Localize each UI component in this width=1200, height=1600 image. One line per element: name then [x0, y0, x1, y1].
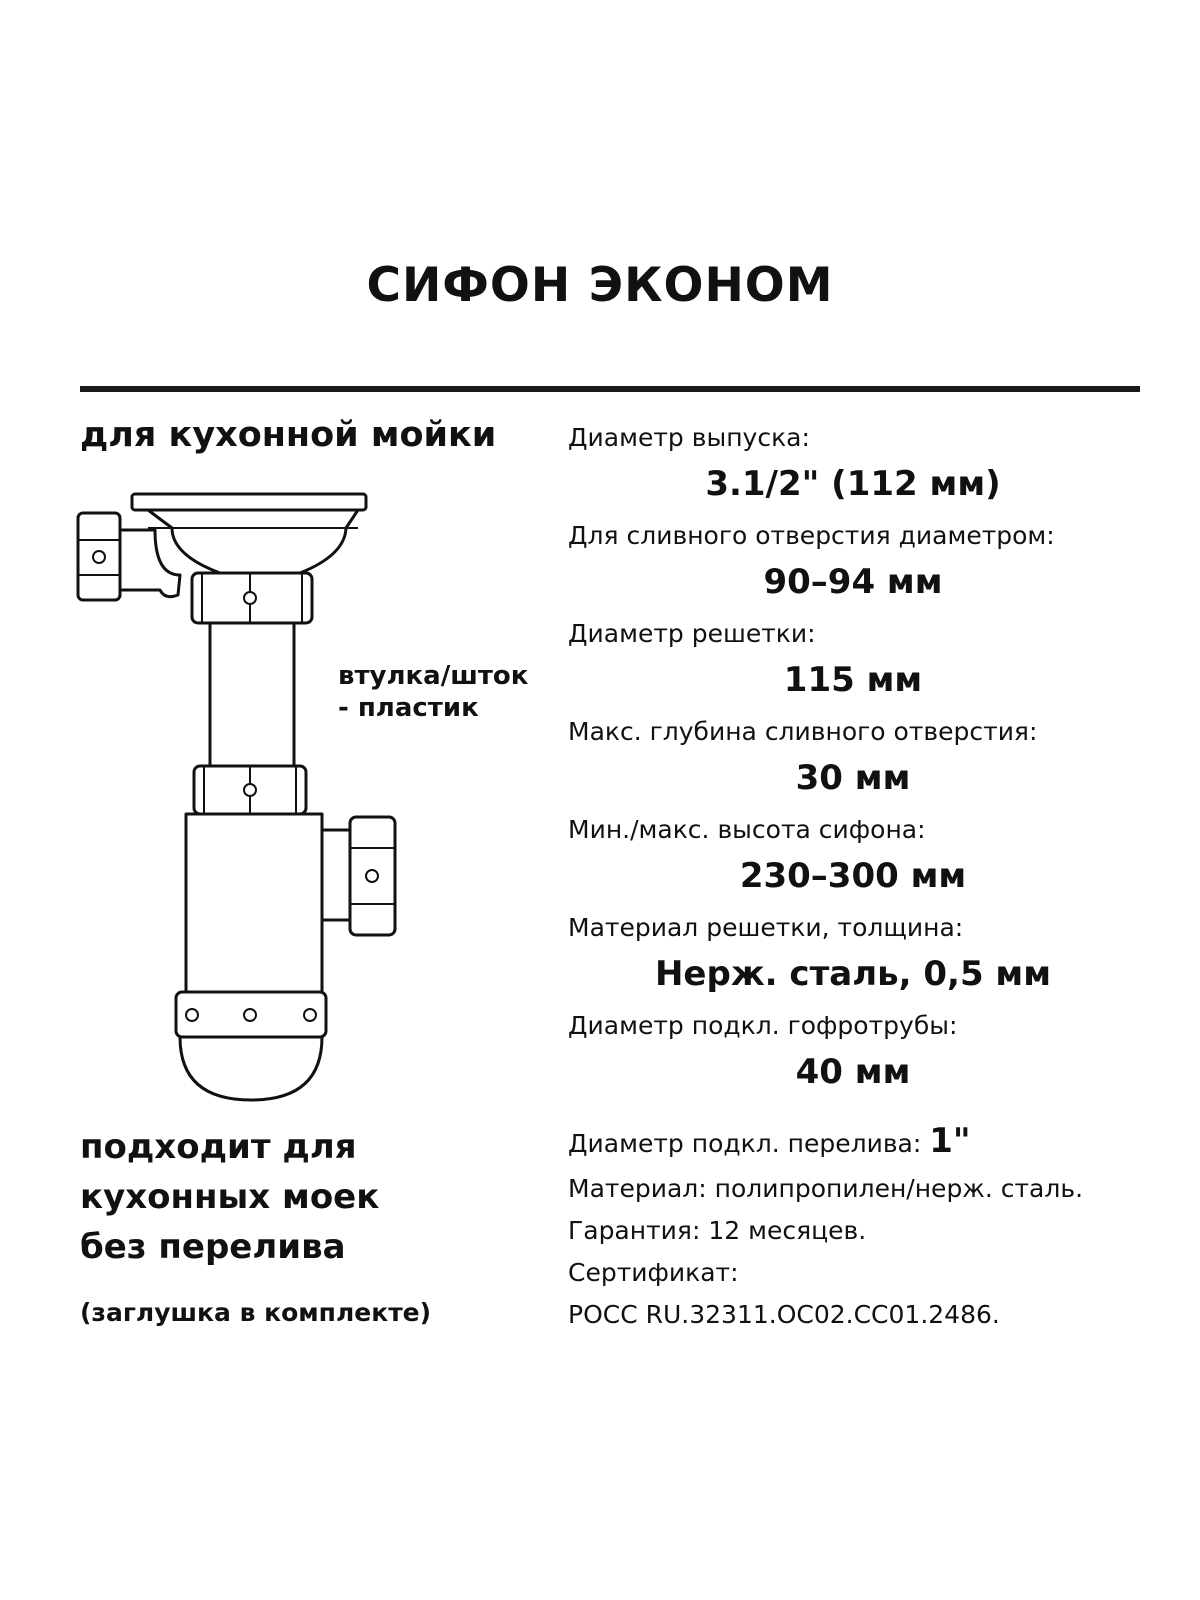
- strainer-bowl: [148, 510, 358, 573]
- warranty-line: Гарантия: 12 месяцев.: [568, 1216, 867, 1245]
- certificate-label: Сертификат:: [568, 1258, 739, 1287]
- suitability-line: без перелива: [80, 1227, 346, 1267]
- footer-specs: [568, 1118, 1188, 1336]
- spec-label: Материал решетки, толщина:: [568, 913, 964, 942]
- spec-value: 90–94 мм: [763, 562, 943, 602]
- stem-callout: [338, 660, 528, 724]
- spec-value: 230–300 мм: [739, 856, 967, 896]
- spec-value: 40 мм: [795, 1052, 911, 1092]
- spec-value: 115 мм: [783, 660, 923, 700]
- suitability-note: [80, 1122, 379, 1272]
- spec-label: Диаметр выпуска:: [568, 423, 810, 452]
- callout-line: втулка/шток: [338, 661, 529, 691]
- spec-label: Макс. глубина сливного отверстия:: [568, 717, 1038, 746]
- overflow-label: Диаметр подкл. перелива:: [568, 1129, 922, 1158]
- spec-value: 30 мм: [795, 758, 911, 798]
- callout-line: - пластик: [338, 693, 479, 723]
- overflow-spec: [568, 1118, 1188, 1168]
- bottom-cap: [180, 1037, 322, 1100]
- spec-value: 3.1/2" (112 мм): [705, 464, 1001, 504]
- overflow-pipe: [118, 530, 180, 597]
- siphon-body: [186, 814, 322, 992]
- spec-label: Для сливного отверстия диаметром:: [568, 521, 1055, 550]
- suitability-line: подходит для: [80, 1127, 357, 1167]
- strainer-flange: [132, 494, 366, 510]
- spec-list: [568, 420, 1168, 1106]
- spec-value: Нерж. сталь, 0,5 мм: [654, 954, 1052, 994]
- material-line: Материал: полипропилен/нерж. сталь.: [568, 1174, 1084, 1203]
- overflow-value: 1": [929, 1121, 971, 1161]
- spec-label: Мин./макс. высота сифона:: [568, 815, 926, 844]
- title-divider: [80, 386, 1140, 392]
- subtitle: для кухонной мойки: [80, 415, 497, 455]
- siphon-diagram: [60, 480, 460, 1120]
- spec-label: Диаметр подкл. гофротрубы:: [568, 1011, 958, 1040]
- vertical-pipe: [210, 623, 294, 766]
- certificate-number: РОСС RU.32311.ОС02.СС01.2486.: [568, 1300, 1000, 1329]
- page-title: СИФОН ЭКОНОМ: [366, 258, 834, 313]
- spec-label: Диаметр решетки:: [568, 619, 816, 648]
- plug-note: (заглушка в комплекте): [80, 1298, 432, 1327]
- suitability-line: кухонных моек: [80, 1177, 380, 1217]
